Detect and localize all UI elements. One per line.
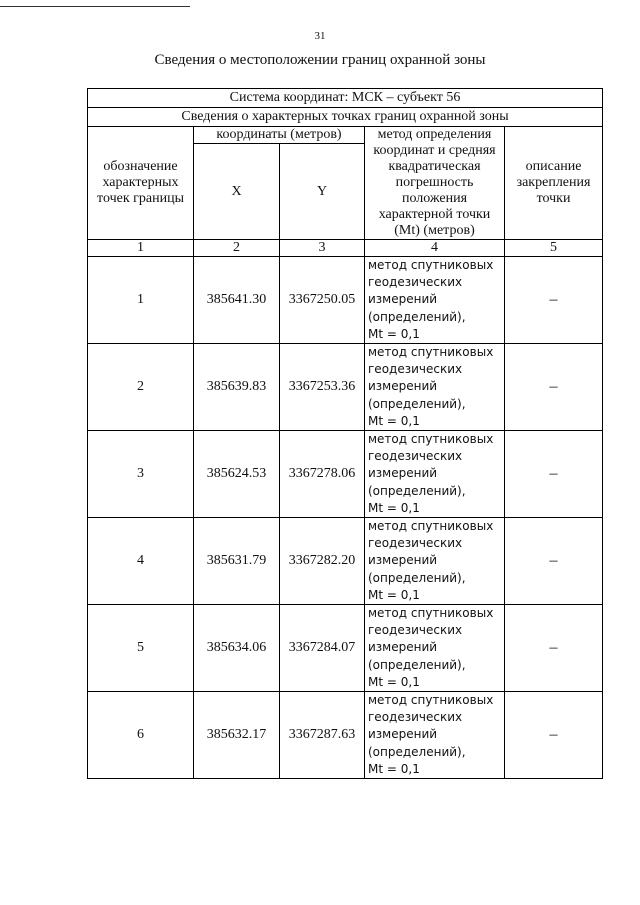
method-line: измерений bbox=[368, 466, 438, 481]
description-cell: – bbox=[505, 518, 603, 605]
table-row bbox=[88, 344, 603, 431]
description-cell: – bbox=[505, 605, 603, 692]
y-coordinate-cell: 3367287.63 bbox=[280, 692, 365, 779]
method-line: геодезических bbox=[368, 275, 463, 290]
description-cell: – bbox=[505, 344, 603, 431]
description-cell: – bbox=[505, 257, 603, 344]
method-line: измерений bbox=[368, 379, 438, 394]
x-coordinate-cell: 385641.30 bbox=[194, 257, 280, 344]
method-line: (определений), bbox=[368, 483, 466, 498]
method-line: (определений), bbox=[368, 570, 466, 585]
page-number: 31 bbox=[314, 30, 326, 42]
designation-header: обозначение характерных точек границы bbox=[88, 127, 194, 240]
method-line: Mt = 0,1 bbox=[368, 500, 420, 515]
point-number-cell: 6 bbox=[88, 692, 194, 779]
column-number: 5 bbox=[505, 240, 603, 257]
method-line: метод спутниковых bbox=[368, 432, 494, 447]
x-header: X bbox=[194, 144, 280, 240]
point-number-cell: 4 bbox=[88, 518, 194, 605]
point-number-cell: 2 bbox=[88, 344, 194, 431]
point-number-cell: 5 bbox=[88, 605, 194, 692]
method-line: Mt = 0,1 bbox=[368, 413, 420, 428]
y-coordinate-cell: 3367250.05 bbox=[280, 257, 365, 344]
method-line: измерений bbox=[368, 553, 438, 568]
method-line: (определений), bbox=[368, 744, 466, 759]
method-line: Mt = 0,1 bbox=[368, 674, 420, 689]
x-coordinate-cell: 385631.79 bbox=[194, 518, 280, 605]
method-line: геодезических bbox=[368, 536, 463, 551]
method-cell bbox=[365, 605, 505, 692]
method-line: (определений), bbox=[368, 309, 466, 324]
column-number: 2 bbox=[194, 240, 280, 257]
y-coordinate-cell: 3367282.20 bbox=[280, 518, 365, 605]
point-number-cell: 1 bbox=[88, 257, 194, 344]
x-coordinate-cell: 385624.53 bbox=[194, 431, 280, 518]
point-number-cell: 3 bbox=[88, 431, 194, 518]
table-row bbox=[88, 257, 603, 344]
method-cell bbox=[365, 431, 505, 518]
method-cell bbox=[365, 692, 505, 779]
table-row bbox=[88, 431, 603, 518]
method-line: геодезических bbox=[368, 623, 463, 638]
method-line: метод спутниковых bbox=[368, 606, 494, 621]
method-line: Mt = 0,1 bbox=[368, 326, 420, 341]
method-line: измерений bbox=[368, 292, 438, 307]
description-cell: – bbox=[505, 431, 603, 518]
y-header: Y bbox=[280, 144, 365, 240]
method-line: геодезических bbox=[368, 710, 463, 725]
x-coordinate-cell: 385632.17 bbox=[194, 692, 280, 779]
coordinates-header: координаты (метров) bbox=[194, 127, 365, 144]
method-line: измерений bbox=[368, 640, 438, 655]
method-line: измерений bbox=[368, 727, 438, 742]
method-line: метод спутниковых bbox=[368, 345, 494, 360]
method-cell bbox=[365, 257, 505, 344]
method-line: метод спутниковых bbox=[368, 693, 494, 708]
method-line: (определений), bbox=[368, 396, 466, 411]
table-row bbox=[88, 692, 603, 779]
table-row bbox=[88, 518, 603, 605]
header-rule bbox=[0, 6, 190, 7]
coord-system-header: Система координат: МСК – субъект 56 bbox=[88, 89, 603, 108]
y-coordinate-cell: 3367284.07 bbox=[280, 605, 365, 692]
section-title-header: Сведения о характерных точках границ охранной зоны bbox=[88, 108, 603, 127]
method-line: метод спутниковых bbox=[368, 519, 494, 534]
table-row bbox=[88, 605, 603, 692]
description-header: описание закрепления точки bbox=[505, 127, 603, 240]
method-line: Mt = 0,1 bbox=[368, 587, 420, 602]
method-header: метод определения координат и средняя квадратическая погрешность положения характерной точки (Mt) (метров) bbox=[365, 127, 505, 240]
method-line: метод спутниковых bbox=[368, 258, 494, 272]
method-line: Mt = 0,1 bbox=[368, 761, 420, 776]
method-line: геодезических bbox=[368, 449, 463, 464]
method-cell bbox=[365, 344, 505, 431]
method-line: геодезических bbox=[368, 362, 463, 377]
coordinates-table bbox=[87, 88, 603, 779]
y-coordinate-cell: 3367278.06 bbox=[280, 431, 365, 518]
y-coordinate-cell: 3367253.36 bbox=[280, 344, 365, 431]
column-number: 1 bbox=[88, 240, 194, 257]
method-line: (определений), bbox=[368, 657, 466, 672]
method-cell bbox=[365, 518, 505, 605]
column-number: 4 bbox=[365, 240, 505, 257]
x-coordinate-cell: 385634.06 bbox=[194, 605, 280, 692]
description-cell: – bbox=[505, 692, 603, 779]
page-title: Сведения о местоположении границ охранной зоны bbox=[154, 52, 486, 68]
x-coordinate-cell: 385639.83 bbox=[194, 344, 280, 431]
column-number: 3 bbox=[280, 240, 365, 257]
